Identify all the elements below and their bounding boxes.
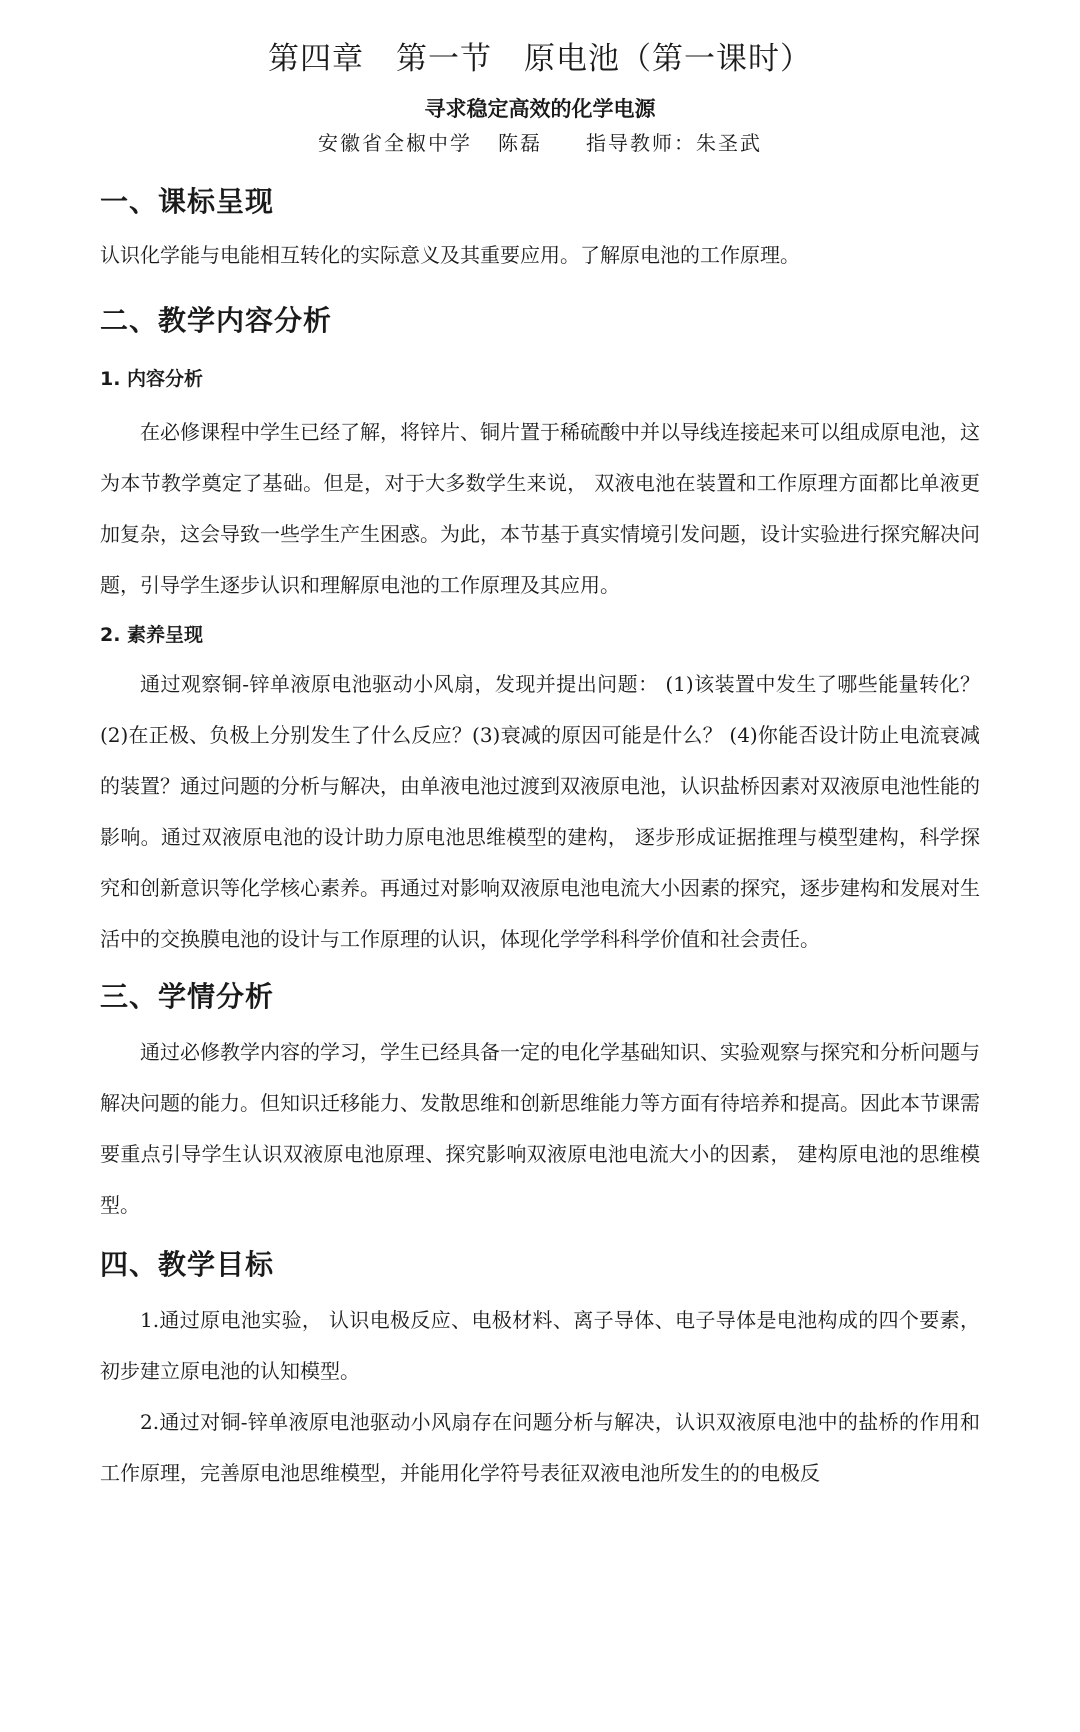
subsection-text-literacy: 通过观察铜-锌单液原电池驱动小风扇，发现并提出问题： (1)该装置中发生了哪些能量转化？ (2)在正极、负极上分别发生了什么反应？(3)衰减的原因可能是什么？ (4)你能否设计防止电流衰减的装置？通过问题的分析与解决，由单液电池过渡到双液原电池，认识盐桥因素对双液原电池性能的影响。通过双液原电池的设计助力原电池思维模型的建构， 逐步形成证据推理与模型建构，科学探究和创新意识等化学核心素养。再通过对影响双液原电池电流大小因素的探究，逐步建构和发展对生活中的交换膜电池的设计与工作原理的认识，体现化学学科科学价值和社会责任。 (100, 672, 980, 951)
section-text-learner-analysis: 通过必修教学内容的学习，学生已经具备一定的电化学基础知识、实验观察与探究和分析问题与解决问题的能力。但知识迁移能力、发散思维和创新思维能力等方面有待培养和提高。因此本节课需要重点引导学生认识双液原电池原理、探究影响双液原电池电流大小的因素， 建构原电池的思维模型。 (100, 1040, 980, 1217)
byline-author: 陈磊 (498, 131, 542, 155)
section-heading-content-analysis: 二、教学内容分析 (100, 304, 333, 337)
section-heading-objectives: 四、教学目标 (100, 1248, 275, 1281)
section-heading-curriculum: 一、课标呈现 (100, 185, 275, 218)
document-title: 第四章 第一节 原电池（第一课时） (268, 41, 812, 77)
byline-school: 安徽省全椒中学 (318, 131, 472, 155)
section-text-curriculum: 认识化学能与电能相互转化的实际意义及其重要应用。了解原电池的工作原理。 (100, 243, 800, 267)
section-heading-learner-analysis: 三、学情分析 (100, 980, 275, 1013)
subsection-heading-content: 1. 内容分析 (100, 368, 204, 390)
document-subtitle: 寻求稳定高效的化学电源 (424, 97, 656, 121)
objective-item-2: 2.通过对铜-锌单液原电池驱动小风扇存在问题分析与解决，认识双液原电池中的盐桥的作用和工作原理，完善原电池思维模型，并能用化学符号表征双液电池所发生的的电极反 (100, 1410, 980, 1485)
byline-advisor: 指导教师：朱圣武 (586, 131, 762, 155)
subsection-heading-literacy: 2. 素养呈现 (100, 624, 204, 646)
subsection-text-content: 在必修课程中学生已经了解，将锌片、铜片置于稀硫酸中并以导线连接起来可以组成原电池，这为本节教学奠定了基础。但是，对于大多数学生来说， 双液电池在装置和工作原理方面都比单液更加复杂，这会导致一些学生产生困惑。为此，本节基于真实情境引发问题，设计实验进行探究解决问题，引导学生逐步认识和理解原电池的工作原理及其应用。 (100, 420, 980, 597)
objective-item-1: 1.通过原电池实验， 认识电极反应、电极材料、离子导体、电子导体是电池构成的四个要素，初步建立原电池的认知模型。 (100, 1308, 980, 1383)
byline (100, 128, 980, 158)
